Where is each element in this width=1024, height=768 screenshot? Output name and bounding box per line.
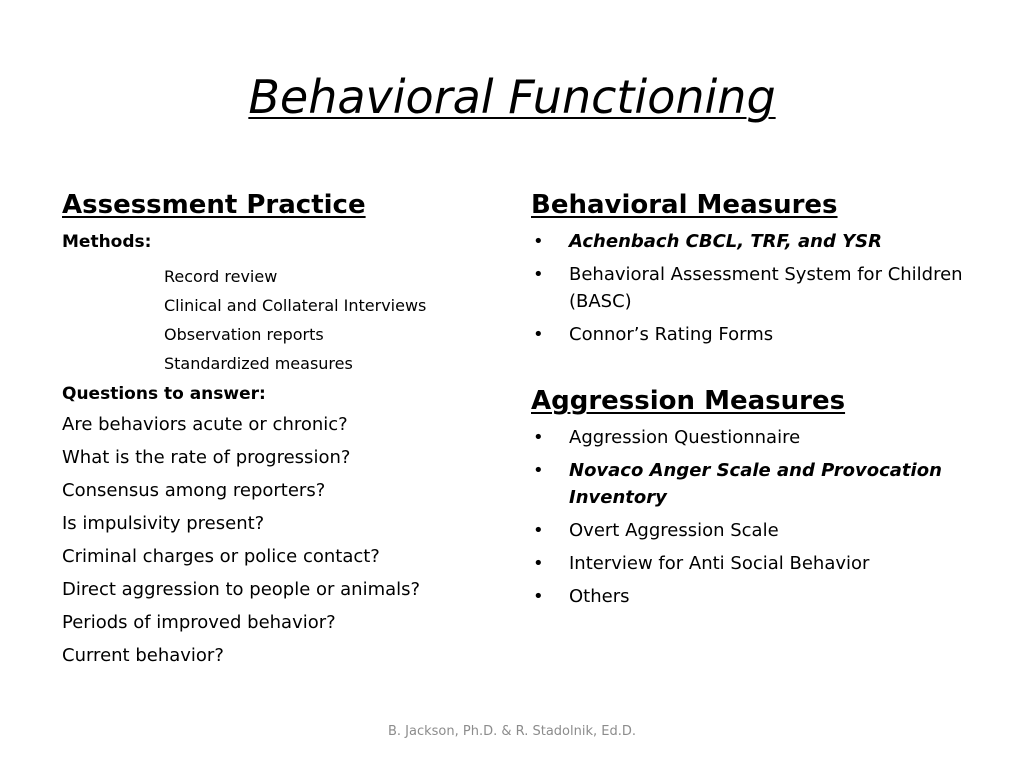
aggression-measures-heading: Aggression Measures (531, 386, 846, 416)
method-item: Standardized measures (164, 354, 353, 373)
aggression-measures-list (531, 424, 971, 610)
list-item: • Others (531, 583, 971, 610)
bullet-icon: • (533, 427, 544, 448)
bullet-icon: • (533, 324, 544, 345)
list-item: • Interview for Anti Social Behavior (531, 550, 971, 577)
list-item: • Novaco Anger Scale and Provocation Inventory (531, 457, 971, 511)
question-item: Periods of improved behavior? (62, 612, 336, 633)
bullet-icon: • (533, 264, 544, 285)
slide-title: Behavioral Functioning (248, 70, 776, 124)
question-item: Direct aggression to people or animals? (62, 579, 421, 600)
methods-list (62, 262, 492, 378)
bullet-icon: • (533, 586, 544, 607)
list-item: • Achenbach CBCL, TRF, and YSR (531, 228, 971, 255)
behavioral-measures-heading: Behavioral Measures (531, 190, 838, 220)
question-item: Consensus among reporters? (62, 480, 326, 501)
question-item: What is the rate of progression? (62, 447, 351, 468)
question-item: Criminal charges or police contact? (62, 546, 380, 567)
behavioral-measures-list (531, 228, 971, 348)
bullet-icon: • (533, 520, 544, 541)
question-item: Is impulsivity present? (62, 513, 265, 534)
bullet-icon: • (533, 460, 544, 481)
questions-list (62, 408, 492, 672)
list-item: • Behavioral Assessment System for Children (BASC) (531, 261, 971, 315)
method-item: Clinical and Collateral Interviews (164, 296, 427, 315)
measures-column (531, 188, 971, 616)
assessment-practice-column (62, 188, 492, 672)
question-item: Are behaviors acute or chronic? (62, 414, 348, 435)
method-item: Observation reports (164, 325, 324, 344)
assessment-practice-heading: Assessment Practice (62, 190, 366, 220)
list-item: • Overt Aggression Scale (531, 517, 971, 544)
question-item: Current behavior? (62, 645, 224, 666)
bullet-icon: • (533, 553, 544, 574)
footer-credit: B. Jackson, Ph.D. & R. Stadolnik, Ed.D. (388, 724, 636, 739)
list-item: • Connor’s Rating Forms (531, 321, 971, 348)
list-item: • Aggression Questionnaire (531, 424, 971, 451)
methods-label: Methods: (62, 232, 152, 252)
bullet-icon: • (533, 231, 544, 252)
method-item: Record review (164, 267, 278, 286)
questions-label: Questions to answer: (62, 384, 266, 404)
